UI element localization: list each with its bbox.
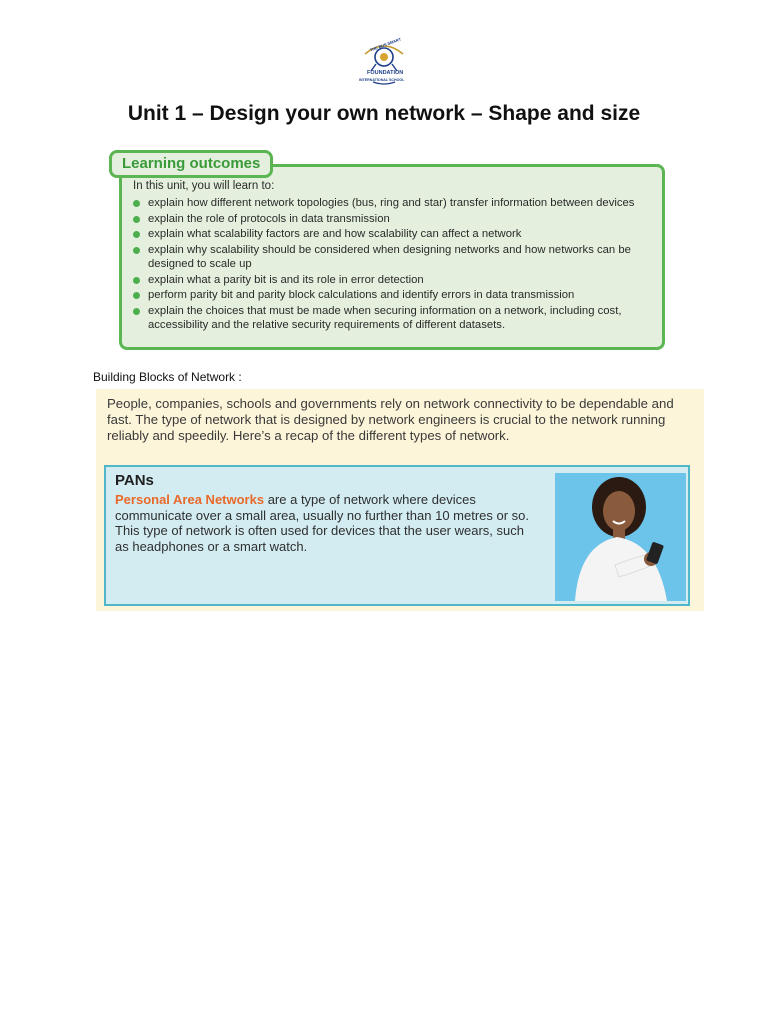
- bullet-icon: [133, 200, 140, 207]
- pans-box: [104, 465, 690, 606]
- bullet-icon: [133, 231, 140, 238]
- learning-outcomes-list: [133, 196, 658, 334]
- bullet-icon: [133, 292, 140, 299]
- list-item-text: perform parity bit and parity block calculations and identify errors in data transmission: [148, 289, 575, 301]
- list-item: [133, 304, 658, 333]
- person-with-phone-icon: [555, 473, 686, 601]
- list-item-text: explain the role of protocols in data transmission: [148, 212, 390, 225]
- bullet-icon: [133, 216, 140, 223]
- list-item-text: explain what a parity bit is and its role in error detection: [148, 273, 424, 286]
- list-item: [133, 243, 658, 272]
- school-name-bottom: INTERNATIONAL SCHOOL: [359, 78, 405, 82]
- learning-outcomes-intro: In this unit, you will learn to:: [133, 180, 275, 192]
- list-item-text: explain how different network topologies (bus, ring and star) transfer information between devices: [148, 197, 635, 209]
- learning-outcomes-heading: Learning outcomes: [109, 150, 273, 178]
- school-name-mid: FOUNDATION: [367, 70, 404, 76]
- bullet-icon: [133, 308, 140, 315]
- pans-highlight-term: Personal Area Networks: [115, 492, 265, 507]
- network-intro-text: People, companies, schools and governments rely on network connectivity to be dependable and fast. The type of network that is designed by network engineers is crucial to the network running reliably and speedily. Here’s a recap of the different types of network.: [107, 396, 674, 443]
- list-item: [133, 288, 658, 303]
- bullet-icon: [133, 277, 140, 284]
- page-title: Unit 1 – Design your own network – Shape and size: [127, 102, 641, 125]
- network-intro-panel: [96, 389, 704, 611]
- bullet-icon: [133, 247, 140, 254]
- list-item: [133, 212, 658, 227]
- list-item-text: explain the choices that must be made when securing information on a network, including cost, accessibility and the relative security requirements of different datasets.: [148, 304, 622, 331]
- pans-body-text: are a type of network where devices communicate over a small area, usually no further than 10 metres or so. This type of network is often used for devices that the user wears, such as headphones or a smart watch.: [115, 492, 530, 554]
- pans-title: PANs: [115, 472, 154, 489]
- school-logo: [355, 36, 413, 86]
- building-blocks-heading: Building Blocks of Network :: [93, 370, 242, 384]
- pans-description: [115, 492, 535, 554]
- list-item-text: explain what scalability factors are and how scalability can affect a network: [148, 228, 522, 240]
- list-item: [133, 227, 658, 242]
- list-item: [133, 196, 658, 211]
- list-item: [133, 273, 658, 288]
- person-with-phone-image: [555, 473, 686, 601]
- school-name-top: THE BUS SMART: [369, 36, 402, 53]
- list-item-text: explain why scalability should be considered when designing networks and how networks can be designed to scale up: [148, 243, 631, 270]
